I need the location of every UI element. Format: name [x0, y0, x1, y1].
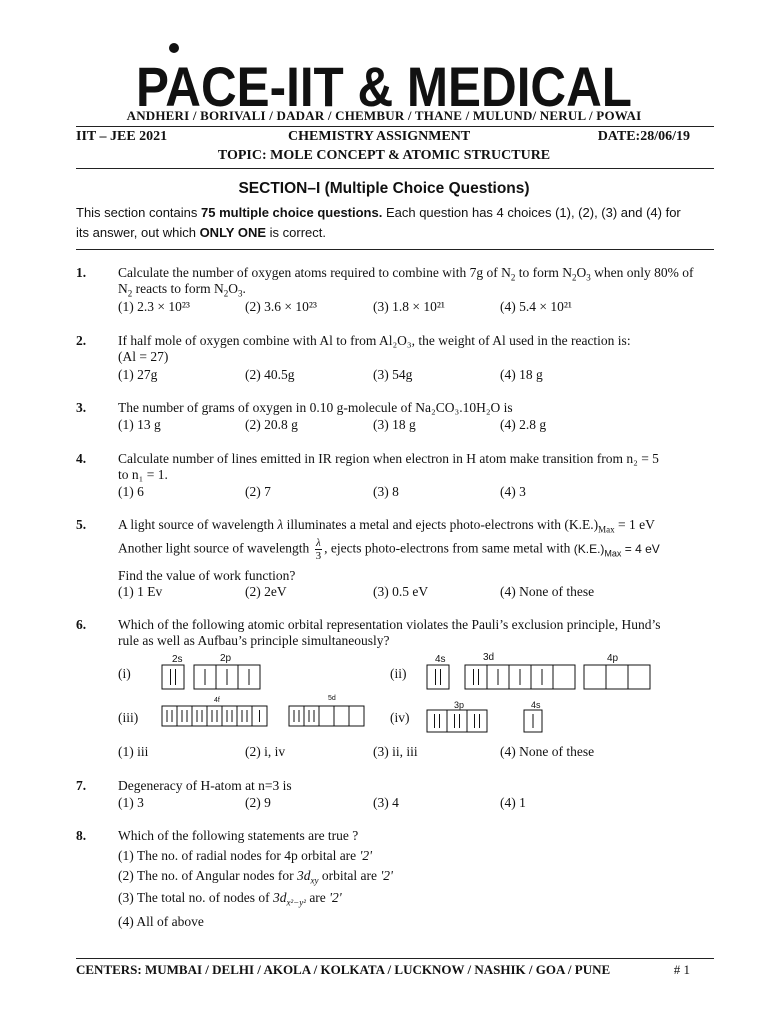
statement-4: (4) All of above [118, 914, 204, 929]
orbital-3p-box [427, 710, 447, 732]
option-3: (3) 4 [373, 795, 399, 810]
header-rule-top [76, 126, 714, 127]
option-4: (4) None of these [500, 584, 595, 599]
question-text: A light source of wavelength λ illuminates a metal and ejects photo-electrons with $(K.E.)_{Max} = 1$ eV [118, 517, 655, 535]
question-1 [76, 265, 706, 317]
orbital-label-5d: 5d [328, 695, 336, 702]
option-1: (1) 1 Ev [118, 584, 163, 599]
orbital-4p-box [606, 665, 628, 689]
option-1: (1) 3 [118, 795, 144, 810]
option-2: (2) 3.6 × 10²³ [245, 299, 317, 314]
option-1: (1) 2.3 × 10²³ [118, 299, 190, 314]
orbital-2s-box [162, 665, 184, 689]
question-number: 4. [76, 451, 87, 466]
statement-2: (2) The no. of Angular nodes for $3d_{xy}$ orbital are '2' [118, 868, 393, 886]
statement-1: (1) The no. of radial nodes for 4p orbital are '2' [118, 848, 373, 863]
options [118, 744, 638, 760]
option-2: (2) 40.5g [245, 367, 295, 382]
question-text-line-3: Find the value of work function? [118, 568, 296, 583]
option-1: (1) 13 g [118, 417, 161, 432]
question-text: Calculate the number of oxygen atoms required to combine with 7g of $N_2$ to form $N_2O_3$ when only 80% of $N_2$ reacts to form $N_2O_3$. [118, 265, 694, 299]
option-3: (3) 54g [373, 367, 413, 382]
question-number: 2. [76, 333, 87, 348]
orbital-5d-box [289, 706, 304, 726]
question-text: Degeneracy of H-atom at n=3 is [118, 778, 292, 793]
option-3: (3) 0.5 eV [373, 584, 429, 599]
orbital-3d-box [553, 665, 575, 689]
orbital-label-4s: 4s [435, 654, 446, 665]
footer [76, 962, 690, 978]
branches-line: ANDHERI / BORIVALI / DADAR / CHEMBUR / THANE / MULUND/ NERUL / POWAI [126, 108, 642, 123]
orbital-5d-box [319, 706, 334, 726]
course-label: IIT – JEE 2021 [76, 129, 168, 144]
question-number: 6. [76, 617, 87, 632]
option-2: (2) 20.8 g [245, 417, 298, 432]
orbital-3p-box [447, 710, 467, 732]
orbital-label-4s-b: 4s [531, 700, 541, 710]
logo-text: PACE-IIT & MEDICAL [136, 55, 632, 112]
orbital-5d-box [349, 706, 364, 726]
option-3: (3) 18 g [373, 417, 416, 432]
section-intro: This section contains 75 multiple choice questions. Each question has 4 choices (1), (2), (3) and (4) for its answer, out which ONLY ONE is correct. [76, 205, 681, 240]
orbital-4f-box [207, 706, 222, 726]
question-2 [76, 333, 706, 385]
orbital-label-2p: 2p [220, 653, 232, 664]
footer-centers: CENTERS: MUMBAI / DELHI / AKOLA / KOLKATA / LUCKNOW / NASHIK / GOA / PUNE [76, 962, 611, 977]
question-text: Which of the following atomic orbital representation violates the Pauli’s exclusion principle, Hund’s rule as well as Aufbau’s principle simultaneously? [118, 617, 661, 648]
orbital-label-3d: 3d [483, 652, 495, 663]
page-number: # 1 [673, 962, 690, 977]
orbital-label-3p: 3p [454, 700, 465, 710]
option-3: (3) ii, iii [373, 744, 418, 759]
orbital-label-4p: 4p [607, 653, 619, 664]
header-rule-bottom [76, 168, 714, 169]
orbital-3p-box [467, 710, 487, 732]
question-8 [76, 828, 706, 932]
orbital-4f-box [192, 706, 207, 726]
option-2: (2) i, iv [245, 744, 286, 759]
options [118, 367, 638, 383]
section-title: SECTION–I (Multiple Choice Questions) [238, 180, 530, 197]
label-i: (i) [118, 666, 131, 681]
question-number: 3. [76, 400, 87, 415]
orbital-4f-box [162, 706, 177, 726]
question-7 [76, 778, 706, 812]
question-number: 7. [76, 778, 87, 793]
option-2: (2) 9 [245, 795, 271, 810]
option-2: (2) 7 [245, 484, 271, 499]
question-number: 1. [76, 265, 87, 280]
question-5 [76, 517, 706, 601]
option-1: (1) 27g [118, 367, 158, 382]
option-3: (3) 8 [373, 484, 399, 499]
pace-logo [136, 40, 636, 112]
option-1: (1) iii [118, 744, 149, 759]
section-rule [76, 249, 714, 250]
option-4: (4) None of these [500, 744, 595, 759]
options [118, 795, 638, 811]
assignment-date: DATE:28/06/19 [597, 129, 690, 144]
question-number: 8. [76, 828, 87, 843]
label-iv: (iv) [390, 710, 410, 725]
assignment-title: CHEMISTRY ASSIGNMENT [288, 129, 471, 144]
options [118, 484, 638, 500]
option-4: (4) 1 [500, 795, 526, 810]
label-ii: (ii) [390, 666, 407, 681]
option-2: (2) 2eV [245, 584, 287, 599]
orbital-4p-box [628, 665, 650, 689]
statement-3: (3) The total no. of nodes of $3d_{x^2-y^2}$ are '2' [118, 890, 342, 908]
orbital-4f-box [222, 706, 237, 726]
question-4 [76, 451, 706, 501]
options [118, 417, 638, 433]
question-text: The number of grams of oxygen in 0.10 g-molecule of Na₂CO₃.10H₂O is [118, 400, 513, 415]
orbital-4f-box [237, 706, 252, 726]
orbital-label-4f: 4f [214, 697, 220, 704]
option-1: (1) 6 [118, 484, 144, 499]
footer-rule [76, 958, 714, 959]
question-text: Calculate number of lines emitted in IR region when electron in H atom make transition from n₂ = 5 to n₁ = 1. [118, 451, 659, 482]
question-number: 5. [76, 517, 87, 532]
question-text-line-2: Another light source of wavelength $\frac{\lambda}{3}$ , ejects photo-electrons from same metal with $(K.E.)_{Max} = 4$ eV [118, 537, 660, 562]
question-3 [76, 400, 706, 434]
option-3: (3) 1.8 × 10²¹ [373, 299, 445, 314]
orbital-4f-box [177, 706, 192, 726]
question-text: If half mole of oxygen combine with Al to from Al₂O₃, the weight of Al used in the reaction is: (Al = 27) [118, 333, 631, 364]
orbital-4p-box [584, 665, 606, 689]
question-text: Which of the following statements are true ? [118, 828, 359, 843]
orbital-3d-box [465, 665, 487, 689]
orbital-5d-box [334, 706, 349, 726]
orbital-label-2s: 2s [172, 654, 183, 665]
orbital-5d-box [304, 706, 319, 726]
option-4: (4) 3 [500, 484, 526, 499]
options [118, 299, 638, 315]
option-4: (4) 5.4 × 10²¹ [500, 299, 572, 314]
orbital-4s-box [427, 665, 449, 689]
option-4: (4) 2.8 g [500, 417, 547, 432]
topic-line: TOPIC: MOLE CONCEPT & ATOMIC STRUCTURE [217, 148, 551, 163]
options [118, 584, 638, 600]
orbital-diagram [110, 648, 670, 738]
label-iii: (iii) [118, 710, 139, 725]
option-4: (4) 18 g [500, 367, 543, 382]
